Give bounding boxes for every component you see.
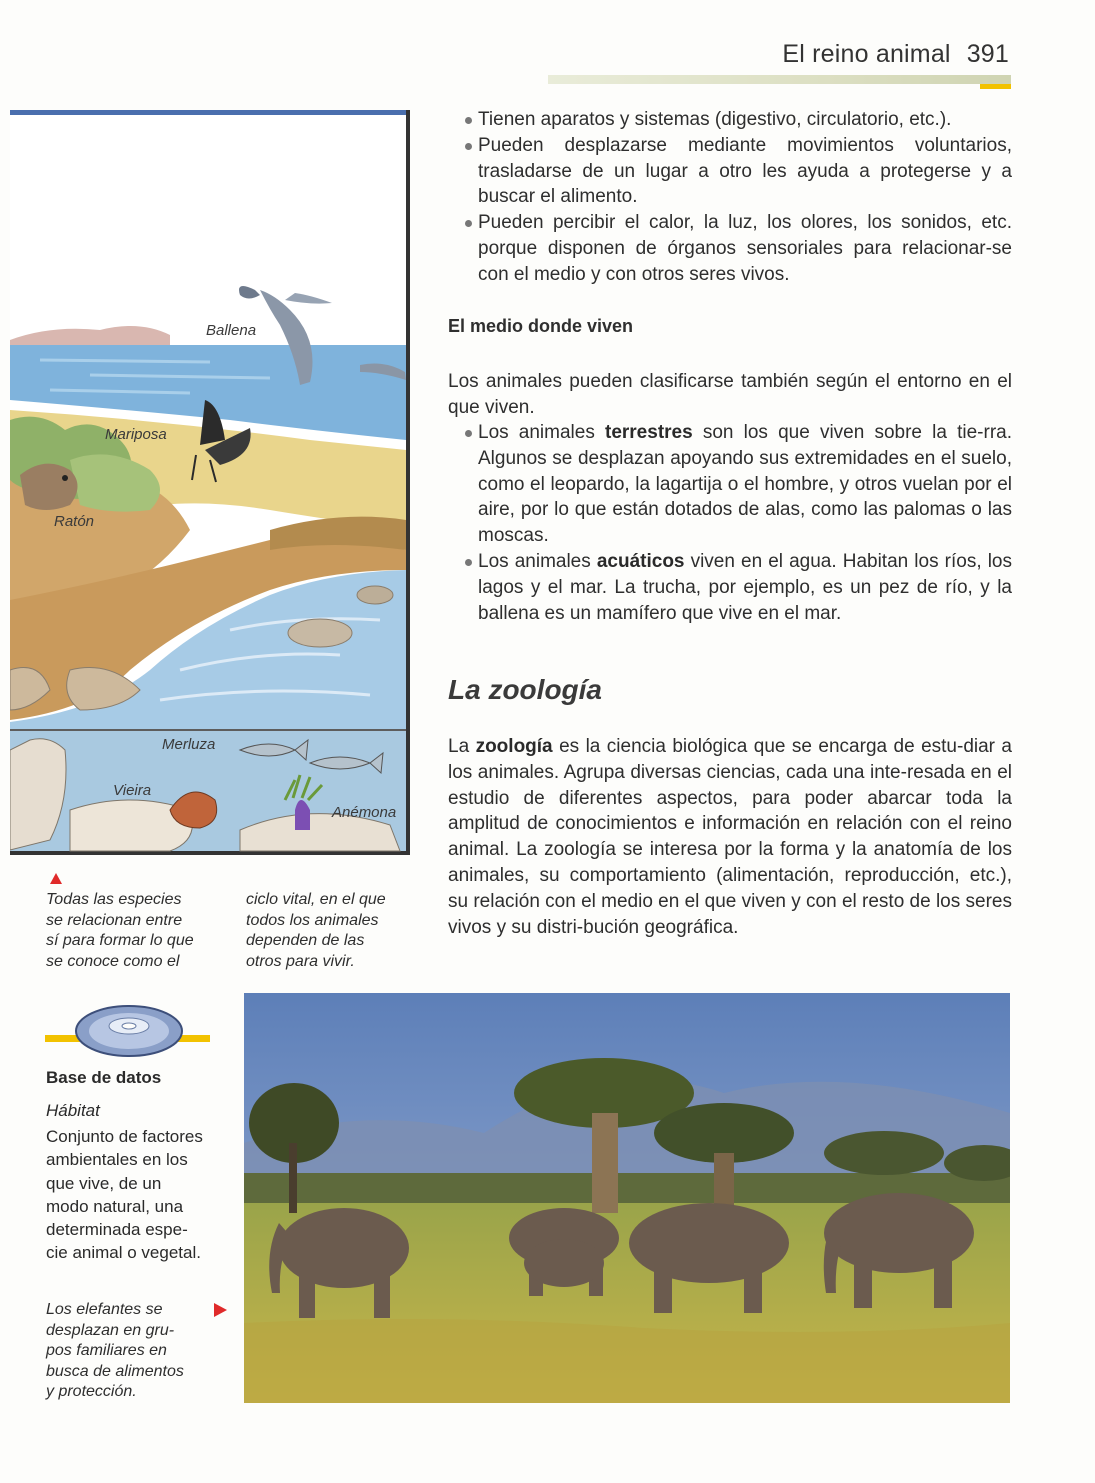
text-run: es la ciencia biológica que se encarga de estu-diar a los animales. Agrupa diversas ciencias, cada una inte-resada en el estudio de diferentes aspectos, para poder abarcar toda la amplitud de conocimientos e información en relación con el reino animal. La zoología se interesa por la forma y la anatomía de los animales, su comportamiento (alimentación, reproducción, etc.), su relación con el medio en el que viven y con el resto de los seres vivos y su distri-bución geográfica.: [448, 736, 1012, 938]
caption-line: Los elefantes se: [46, 1301, 163, 1318]
zoology-heading: La zoología: [448, 674, 602, 705]
zoology-paragraph: [448, 734, 1012, 940]
chapter-title: El reino animal: [782, 40, 951, 68]
label-whale: Ballena: [206, 322, 257, 339]
database-title: Base de datos: [46, 1068, 162, 1087]
label-butterfly: Mariposa: [105, 426, 167, 443]
definition-line: ambientales en los: [46, 1150, 188, 1170]
label-scallop: Vieira: [113, 782, 152, 799]
caption-line: Todas las especies: [46, 891, 182, 908]
caption-line: y protección.: [46, 1383, 137, 1400]
caption-line: otros para vivir.: [246, 952, 355, 970]
database-term: Hábitat: [46, 1101, 100, 1120]
caption-line: se relacionan entre: [46, 911, 183, 929]
definition-line: determinada espe-: [46, 1220, 188, 1240]
text-run: Los animales: [478, 550, 597, 572]
text-run: son los que viven sobre la tie-rra. Algunos se desplazan apoyando sus extremidades en el suelo, como el leopardo, la lagartija o el hombre, y otros vuelan por el aire, por lo que están dotados de alas, como las palomas o las moscas.: [478, 422, 1012, 547]
list-item: [463, 420, 1012, 549]
definition-line: Conjunto de factores: [46, 1127, 203, 1146]
medio-bullet-list: [463, 420, 1012, 626]
cd-icon: [74, 1004, 184, 1063]
list-item: Tienen aparatos y sistemas (digestivo, circulatorio, etc.).: [463, 107, 1012, 133]
header-rule-accent: [980, 84, 1011, 89]
definition-line: que vive, de un: [46, 1173, 162, 1193]
photo-caption: [46, 1300, 216, 1403]
caption-line: busca de alimentos: [46, 1362, 184, 1380]
definition-line: modo natural, una: [46, 1196, 184, 1216]
text-run: La: [448, 736, 476, 757]
term-zoologia: zoología: [475, 736, 553, 757]
list-item: Pueden percibir el calor, la luz, los olores, los sonidos, etc. porque disponen de órganos sensoriales para relacionar-se con el medio y con otros seres vivos.: [463, 210, 1012, 287]
top-bullet-list: [463, 107, 1012, 288]
caption-pointer-up-icon: [50, 873, 62, 884]
caption-line: desplazan en gru-: [46, 1321, 175, 1339]
caption-line: dependen de las: [246, 932, 365, 949]
term-terrestres: terrestres: [605, 422, 693, 443]
caption-line: se conoce como el: [46, 952, 180, 970]
caption-line: pos familiares en: [46, 1342, 167, 1359]
definition-line: cie animal o vegetal.: [46, 1243, 201, 1263]
medio-intro: Los animales pueden clasificarse también según el entorno en el que viven.: [448, 371, 1012, 418]
ecosystem-illustration: [10, 110, 410, 855]
caption-line: ciclo vital, en el que: [246, 891, 386, 908]
list-item: Pueden desplazarse mediante movimientos voluntarios, trasladarse de un lugar a otro les ayuda a protegerse y a buscar el alimento.: [463, 133, 1012, 210]
text-run: Los animales: [478, 422, 605, 443]
database-definition: [46, 1125, 221, 1265]
label-hake: Merluza: [162, 736, 216, 753]
running-head: [782, 40, 1009, 69]
header-rule: [548, 75, 1011, 84]
term-acuaticos: acuáticos: [596, 550, 685, 572]
label-mouse: Ratón: [54, 513, 95, 530]
caption-pointer-right-icon: [214, 1303, 227, 1317]
illustration-caption-col1: [46, 890, 236, 972]
text-run: viven en el agua. Habitan los ríos, los lagos y el mar. La trucha, por ejemplo, es un pez de río, y la ballena es un mamífero que vive en el mar.: [478, 550, 1012, 624]
caption-line: todos los animales: [246, 911, 379, 929]
illustration-caption-col2: [246, 890, 416, 972]
page-number: 391: [966, 40, 1009, 68]
label-anemone: Anémona: [332, 804, 397, 821]
caption-line: sí para formar lo que: [46, 932, 194, 949]
elephants-photo: [244, 993, 1010, 1403]
section-heading: El medio donde viven: [448, 316, 634, 336]
list-item: [463, 549, 1012, 626]
